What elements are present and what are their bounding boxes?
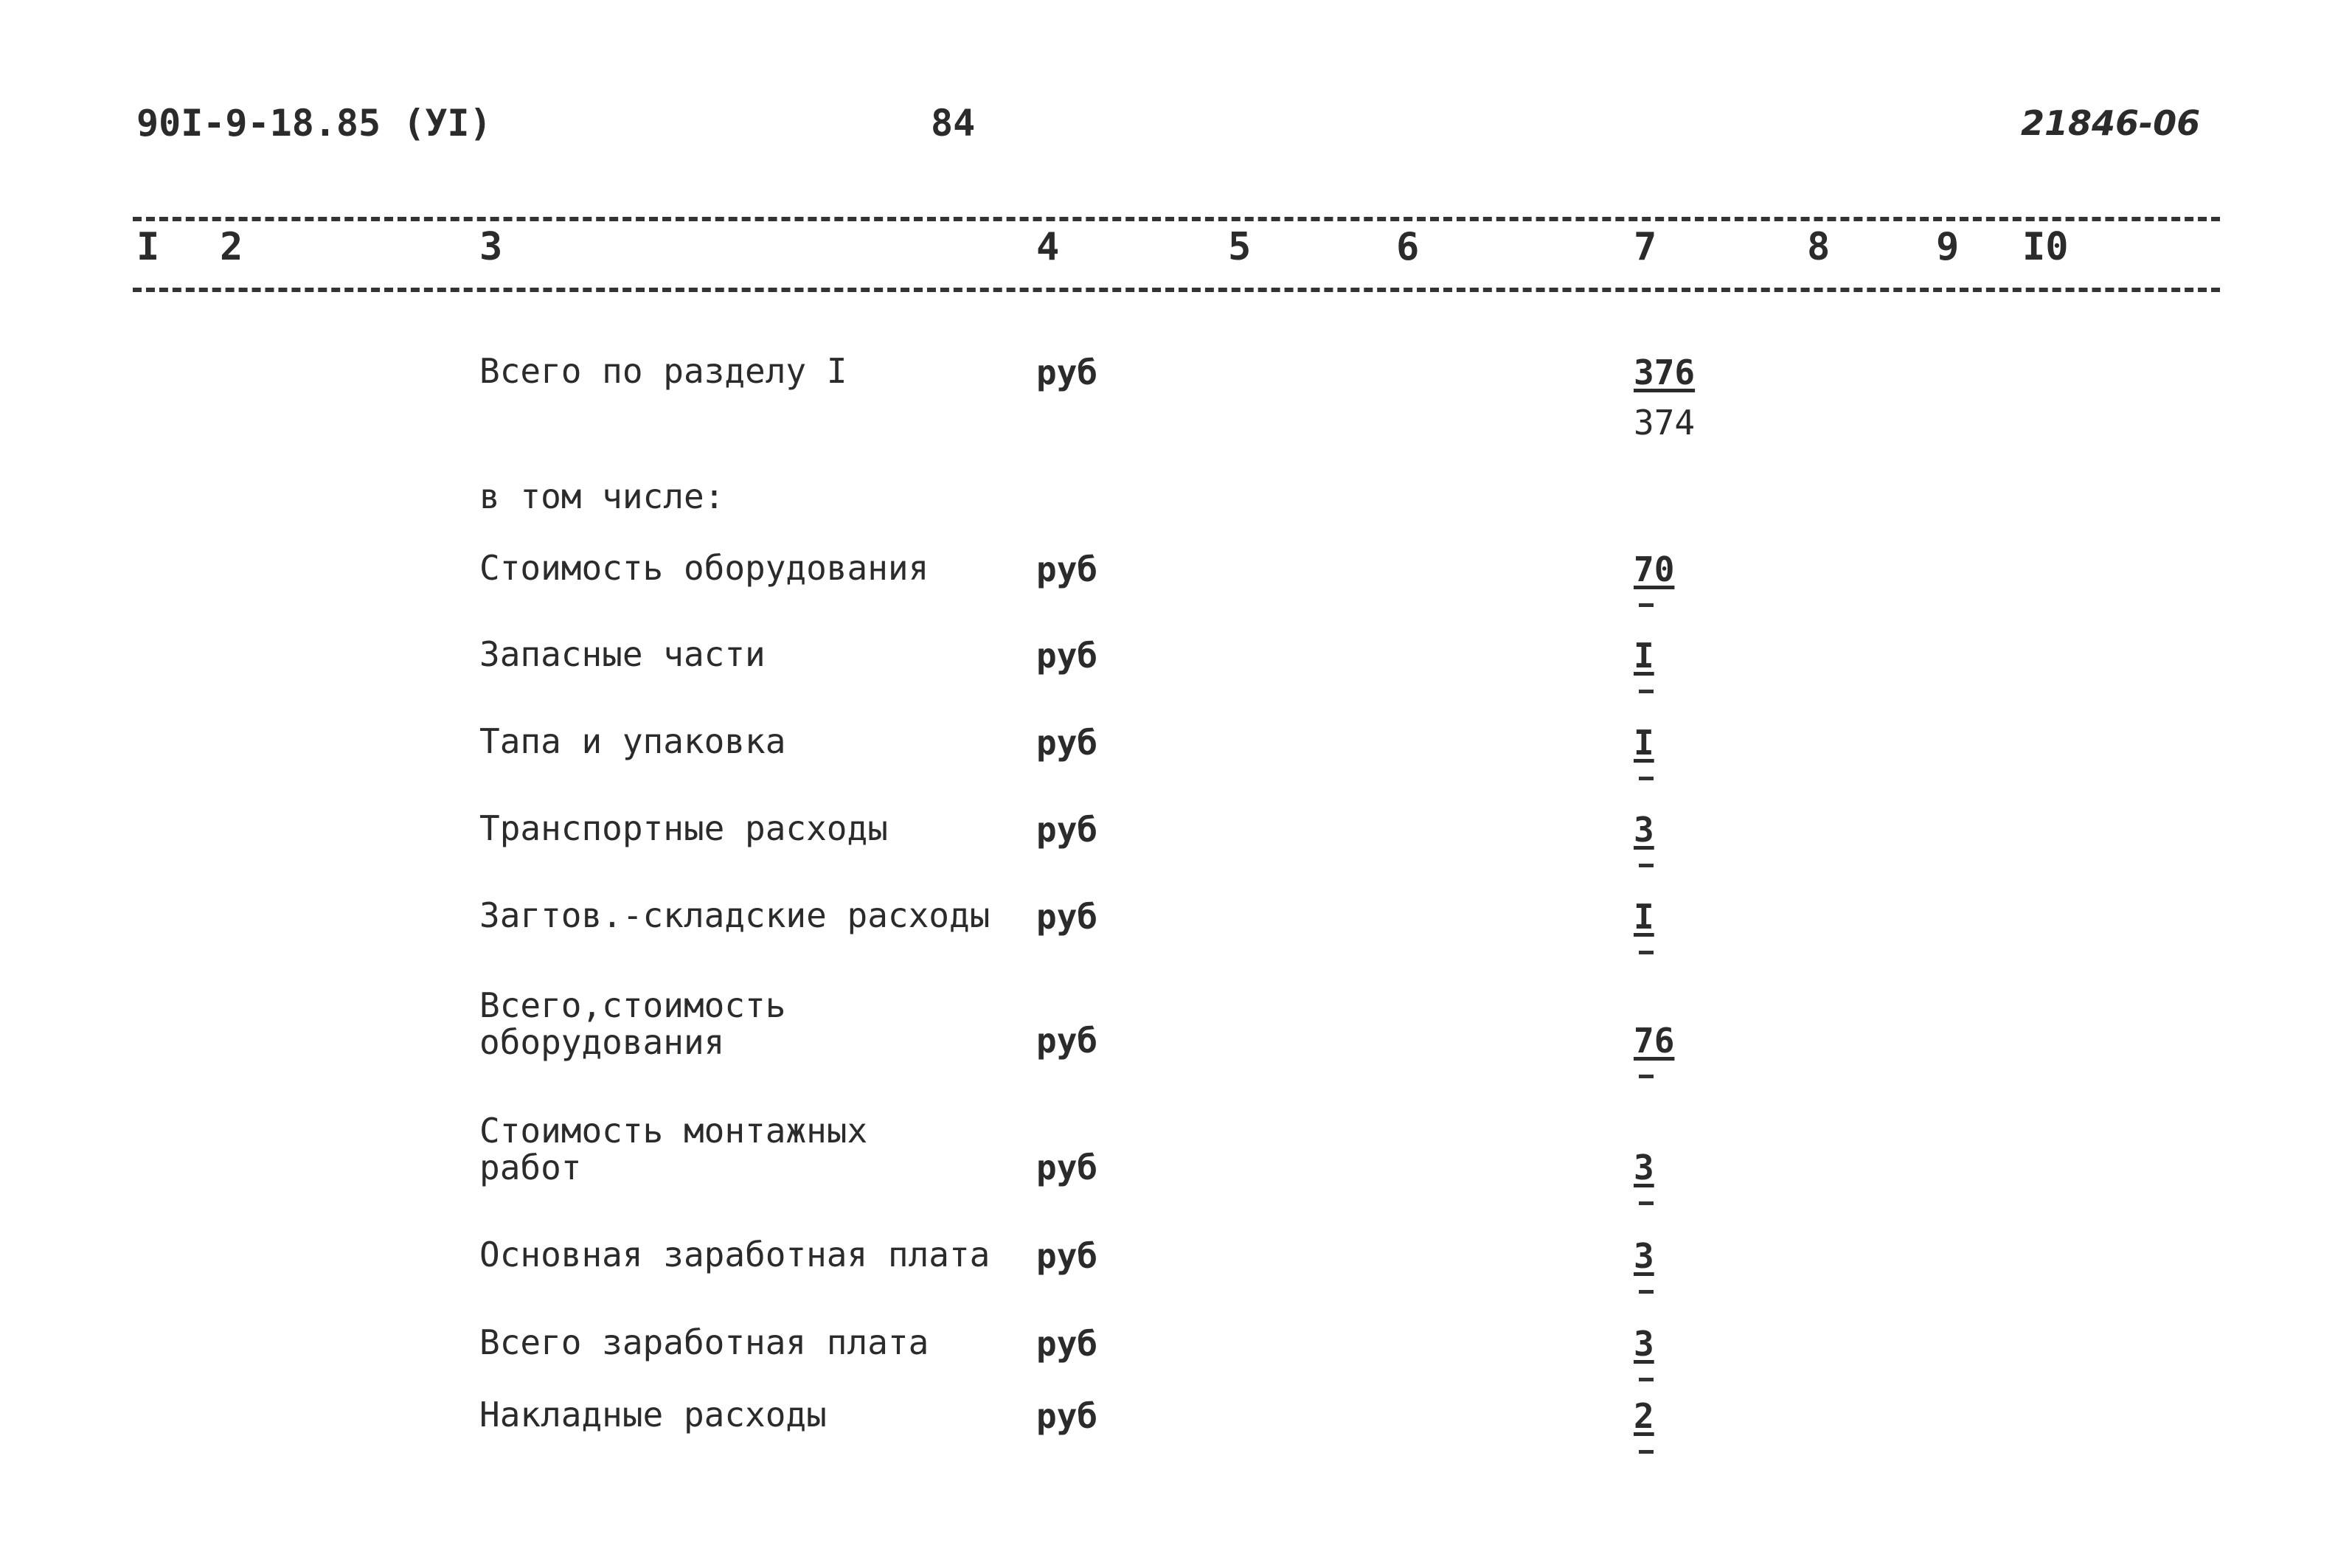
row-value-base-wages: 3 xyxy=(1634,1236,1654,1276)
value-dash-mark xyxy=(1639,1201,1654,1205)
row-name-spare-parts: Запасные части xyxy=(479,634,766,674)
row-name-packaging: Тапа и упаковка xyxy=(479,721,786,761)
column-number-10: I0 xyxy=(2022,225,2069,269)
page-number: 84 xyxy=(931,102,976,145)
row-unit-section-total: руб xyxy=(1036,353,1098,392)
column-number-9: 9 xyxy=(1936,225,1960,269)
row-value-packaging: I xyxy=(1634,723,1654,763)
value-dash-mark xyxy=(1639,1290,1654,1294)
column-number-6: 6 xyxy=(1396,225,1420,269)
column-number-5: 5 xyxy=(1228,225,1252,269)
row-name-base-wages: Основная заработная плата xyxy=(479,1235,991,1274)
table-header-top-rule xyxy=(133,217,2220,221)
column-number-2: 2 xyxy=(220,225,243,269)
row-name-including: в том числе: xyxy=(479,476,725,516)
row-unit-installation-cost: руб xyxy=(1036,1148,1098,1187)
column-number-4: 4 xyxy=(1036,225,1060,269)
value-dash-mark xyxy=(1639,864,1654,867)
row-unit-equipment-cost: руб xyxy=(1036,549,1098,589)
row-unit-total-equipment: руб xyxy=(1036,1021,1098,1061)
row-value-transport-costs: 3 xyxy=(1634,810,1654,850)
value-dash-mark xyxy=(1639,777,1654,780)
row-value-section-total-second: 374 xyxy=(1634,403,1696,443)
row-value-spare-parts: I xyxy=(1634,636,1654,676)
row-name-total-wages: Всего заработная плата xyxy=(479,1322,929,1362)
row-value-installation-cost: 3 xyxy=(1634,1148,1654,1187)
row-unit-transport-costs: руб xyxy=(1036,810,1098,850)
row-name-equipment-cost: Стоимость оборудования xyxy=(479,548,929,588)
column-number-7: 7 xyxy=(1634,225,1657,269)
value-dash-mark xyxy=(1639,690,1654,693)
column-number-8: 8 xyxy=(1807,225,1831,269)
document-code: 90I-9-18.85 (УI) xyxy=(136,102,492,145)
row-name-transport-costs: Транспортные расходы xyxy=(479,808,888,848)
row-unit-total-wages: руб xyxy=(1036,1324,1098,1364)
row-name-installation-cost: Стоимость монтажных работ xyxy=(479,1111,868,1187)
row-name-overhead-costs: Накладные расходы xyxy=(479,1395,827,1435)
row-unit-packaging: руб xyxy=(1036,723,1098,763)
row-name-section-total: Всего по разделу I xyxy=(479,351,847,391)
value-dash-mark xyxy=(1639,1378,1654,1381)
row-name-total-equipment: Всего,стоимость оборудования xyxy=(479,985,786,1062)
value-dash-mark xyxy=(1639,951,1654,954)
row-unit-spare-parts: руб xyxy=(1036,636,1098,676)
row-name-warehouse-costs: Загтов.-складские расходы xyxy=(479,895,991,935)
inventory-number: 21846-06 xyxy=(2021,103,2201,143)
row-unit-base-wages: руб xyxy=(1036,1236,1098,1276)
value-dash-mark xyxy=(1639,603,1654,607)
value-dash-mark xyxy=(1639,1450,1654,1454)
row-value-warehouse-costs: I xyxy=(1634,897,1654,937)
value-dash-mark xyxy=(1639,1075,1654,1078)
table-header-bottom-rule xyxy=(133,288,2220,292)
column-number-3: 3 xyxy=(479,225,503,269)
row-value-total-equipment: 76 xyxy=(1634,1021,1675,1061)
row-value-section-total: 376 xyxy=(1634,353,1696,392)
row-value-overhead-costs: 2 xyxy=(1634,1396,1654,1436)
row-value-equipment-cost: 70 xyxy=(1634,549,1675,589)
row-value-total-wages: 3 xyxy=(1634,1324,1654,1364)
row-unit-warehouse-costs: руб xyxy=(1036,897,1098,937)
row-unit-overhead-costs: руб xyxy=(1036,1396,1098,1436)
column-number-1: I xyxy=(136,225,160,269)
